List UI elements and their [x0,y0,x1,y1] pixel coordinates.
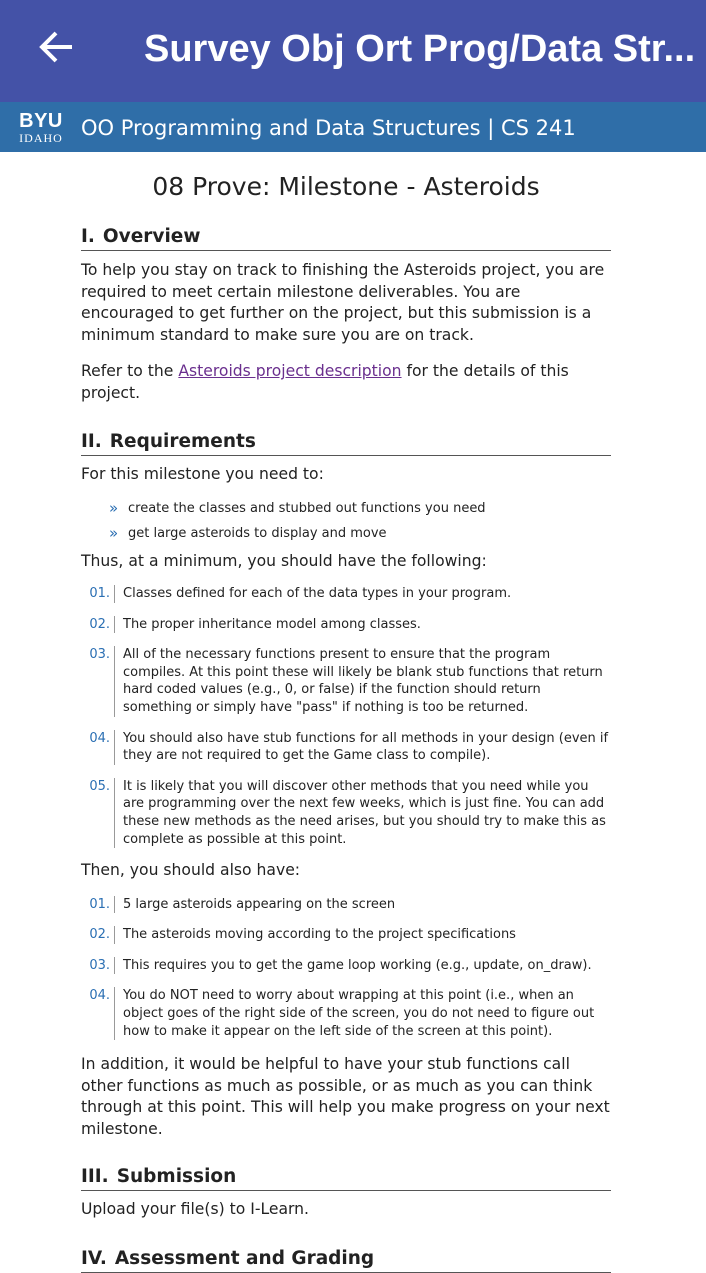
list-item-text: It is likely that you will discover other methods that you need while you are programming over the next few weeks, which is just fine. You can add these new methods as the need arises, but you should try to make this as complete as possible at this point. [123,778,606,847]
list-item [81,616,611,634]
section-heading-requirements [81,430,611,456]
list-item [81,987,611,1040]
list-item-text: This requires you to get the game loop working (e.g., update, on_draw). [123,957,592,973]
list-item [81,730,611,765]
list-item [81,521,611,546]
chevron-double-right-icon: » [109,498,119,517]
requirements-addition: In addition, it would be helpful to have your stub functions call other functions as much as possible, or as much as you can think through at this point. This will help you make progress on your next milestone. [81,1055,610,1138]
app-bar [0,0,706,102]
list-item [81,646,611,716]
list-item-text: get large asteroids to display and move [128,525,387,541]
list-number: 03. [81,957,115,975]
list-item [81,896,611,914]
list-item-text: 5 large asteroids appearing on the screen [123,896,396,912]
list-number: 02. [81,926,115,944]
app-bar-title: Survey Obj Ort Prog/Data Str... [144,28,696,70]
list-item-text: The asteroids moving according to the project specifications [123,927,516,943]
page-content [81,152,611,1273]
submission-text: Upload your file(s) to I-Learn. [81,1200,309,1219]
byu-idaho-logo[interactable] [13,112,69,146]
logo-bottom-text: IDAHO [19,131,63,145]
list-item [81,926,611,944]
page-title: 08 Prove: Milestone - Asteroids [152,172,540,201]
additional-requirements-list [81,896,611,1041]
list-item-text: The proper inheritance model among classes. [123,616,421,632]
section-title: Requirements [109,431,256,452]
section-number: I. [81,226,95,247]
list-item-text: Classes defined for each of the data types in your program. [123,586,512,601]
arrow-left-icon [38,30,74,64]
list-number: 01. [81,585,115,603]
minimum-requirements-list [81,585,611,848]
list-item-text: All of the necessary functions present to ensure that the program compiles. At this point these will likely be blank stub functions that return hard coded values (e.g., 0, or false) if the function should return something or simply have "pass" if nothing is too be returned. [123,647,603,715]
requirements-thus: Thus, at a minimum, you should have the following: [81,551,487,570]
section-title: Overview [102,226,201,247]
list-number: 04. [81,987,115,1040]
section-title: Submission [116,1166,237,1188]
overview-reference [81,361,611,404]
list-number: 01. [81,896,115,914]
section-heading-assessment [81,1247,611,1273]
course-title: OO Programming and Data Structures | CS 241 [81,116,576,140]
section-number: III. [81,1166,109,1188]
list-item [81,496,611,521]
section-title: Assessment and Grading [114,1247,375,1269]
reference-text-before: Refer to the [81,362,179,380]
section-heading-submission [81,1165,611,1191]
list-number: 04. [81,730,115,765]
milestone-goals-list [81,496,611,546]
list-item-text: create the classes and stubbed out functions you need [128,500,486,516]
list-item [81,957,611,975]
course-header [0,102,706,152]
asteroids-project-link[interactable]: Asteroids project description [178,362,402,380]
list-number: 05. [81,778,115,848]
list-number: 03. [81,646,115,716]
overview-paragraph: To help you stay on track to finishing the Asteroids project, you are required to meet certain milestone deliverables. You are encouraged to get further on the project, but this submission is a minimum standard to make sure you are on track. [81,261,605,344]
section-number: IV. [81,1247,107,1269]
requirements-then: Then, you should also have: [81,861,301,880]
list-item-text: You do NOT need to worry about wrapping at this point (i.e., when an object goes of the right side of the screen, you do not need to figure out how to make it appear on the left side of the screen at this point). [123,988,595,1039]
reference-text-after: for the details of this project. [81,362,569,402]
list-item [81,585,611,603]
list-number: 02. [81,616,115,634]
chevron-double-right-icon: » [109,523,119,542]
section-heading-overview [81,225,611,251]
list-item-text: You should also have stub functions for all methods in your design (even if they are not required to get the Game class to compile). [123,730,609,764]
back-button[interactable] [30,24,82,70]
list-item [81,778,611,848]
section-number: II. [81,431,102,452]
requirements-intro: For this milestone you need to: [81,465,324,483]
logo-top-text: BYU [19,110,63,132]
